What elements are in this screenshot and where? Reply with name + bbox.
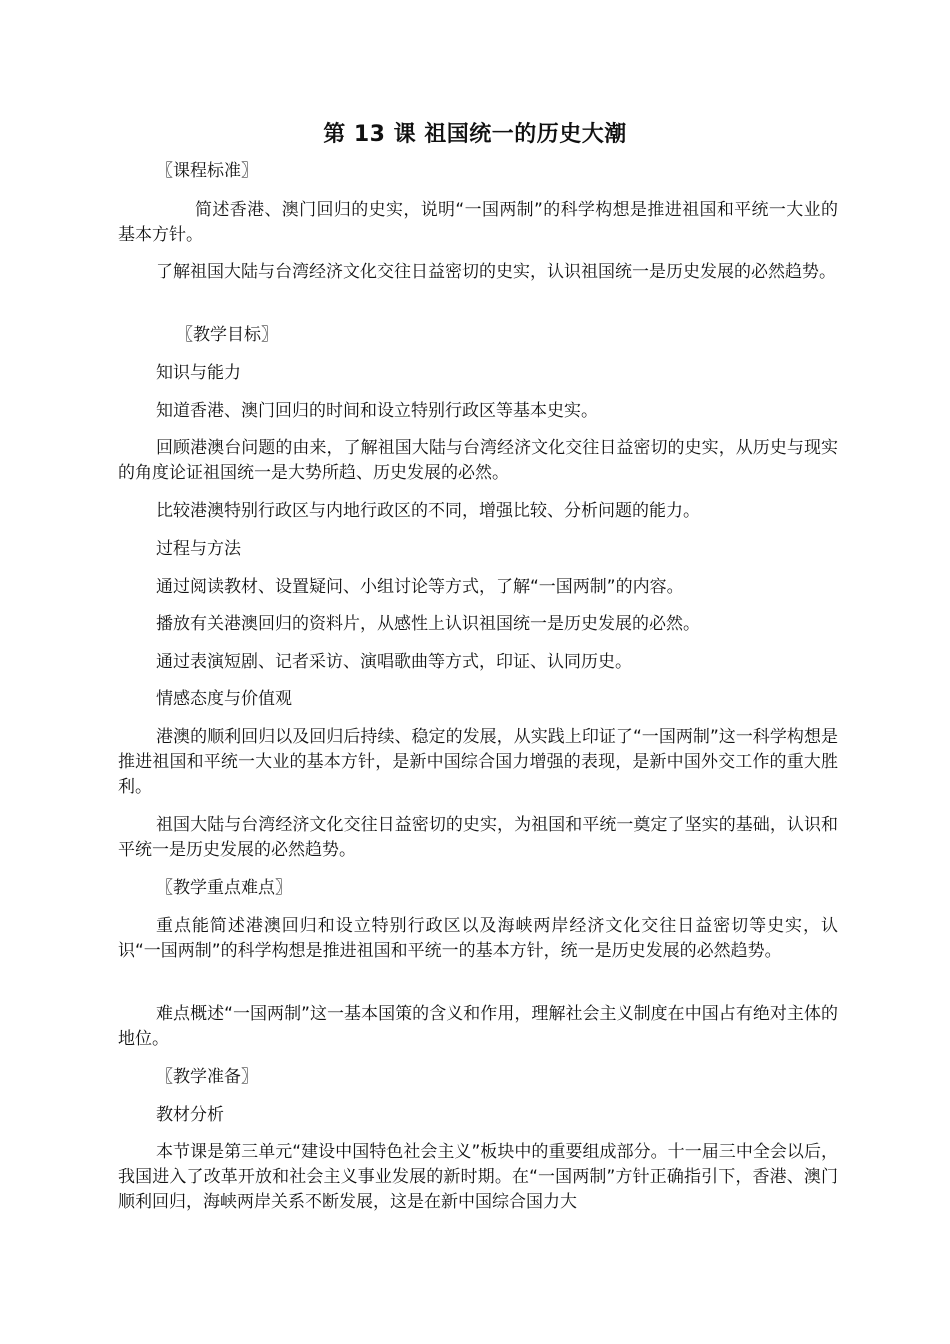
heading-key-points: 〖教学重点难点〗	[156, 878, 292, 898]
heading-course-standard: 〖课程标准〗	[156, 161, 258, 181]
subheading: 教材分析	[156, 1105, 224, 1125]
paragraph: 祖国大陆与台湾经济文化交往日益密切的史实，为祖国和平统一奠定了坚实的基础，认识和平统一是历史发展的必然趋势。	[118, 815, 838, 860]
paragraph: 知道香港、澳门回归的时间和设立特别行政区等基本史实。	[156, 401, 598, 421]
subheading: 过程与方法	[156, 539, 241, 559]
paragraph: 简述香港、澳门回归的史实，说明“一国两制”的科学构想是推进祖国和平统一大业的基本方针。	[118, 200, 838, 245]
paragraph: 回顾港澳台问题的由来，了解祖国大陆与台湾经济文化交往日益密切的史实，从历史与现实的角度论证祖国统一是大势所趋、历史发展的必然。	[118, 438, 838, 483]
lesson-title: 第 13 课 祖国统一的历史大潮	[323, 122, 627, 147]
paragraph: 通过阅读教材、设置疑问、小组讨论等方式，了解“一国两制”的内容。	[156, 577, 684, 597]
paragraph: 本节课是第三单元“建设中国特色社会主义”板块中的重要组成部分。十一届三中全会以后，我国进入了改革开放和社会主义事业发展的新时期。在“一国两制”方针正确指引下，香港、澳门顺利回归，海峡两岸关系不断发展，这是在新中国综合国力大	[118, 1142, 838, 1212]
paragraph: 播放有关港澳回归的资料片，从感性上认识祖国统一是历史发展的必然。	[156, 614, 700, 634]
heading-teaching-prep: 〖教学准备〗	[156, 1067, 258, 1087]
heading-teaching-goals: 〖教学目标〗	[176, 325, 278, 345]
subheading: 情感态度与价值观	[156, 689, 292, 709]
paragraph: 重点能简述港澳回归和设立特别行政区以及海峡两岸经济文化交往日益密切等史实，认识“一国两制”的科学构想是推进祖国和平统一的基本方针，统一是历史发展的必然趋势。	[118, 916, 838, 961]
subheading: 知识与能力	[156, 363, 241, 383]
paragraph: 比较港澳特别行政区与内地行政区的不同，增强比较、分析问题的能力。	[156, 501, 700, 521]
paragraph: 港澳的顺利回归以及回归后持续、稳定的发展，从实践上印证了“一国两制”这一科学构想是推进祖国和平统一大业的基本方针，是新中国综合国力增强的表现，是新中国外交工作的重大胜利。	[118, 727, 838, 797]
paragraph: 通过表演短剧、记者采访、演唱歌曲等方式，印证、认同历史。	[156, 652, 632, 672]
paragraph: 了解祖国大陆与台湾经济文化交往日益密切的史实，认识祖国统一是历史发展的必然趋势。	[156, 262, 836, 282]
paragraph: 难点概述“一国两制”这一基本国策的含义和作用，理解社会主义制度在中国占有绝对主体的地位。	[118, 1004, 838, 1049]
